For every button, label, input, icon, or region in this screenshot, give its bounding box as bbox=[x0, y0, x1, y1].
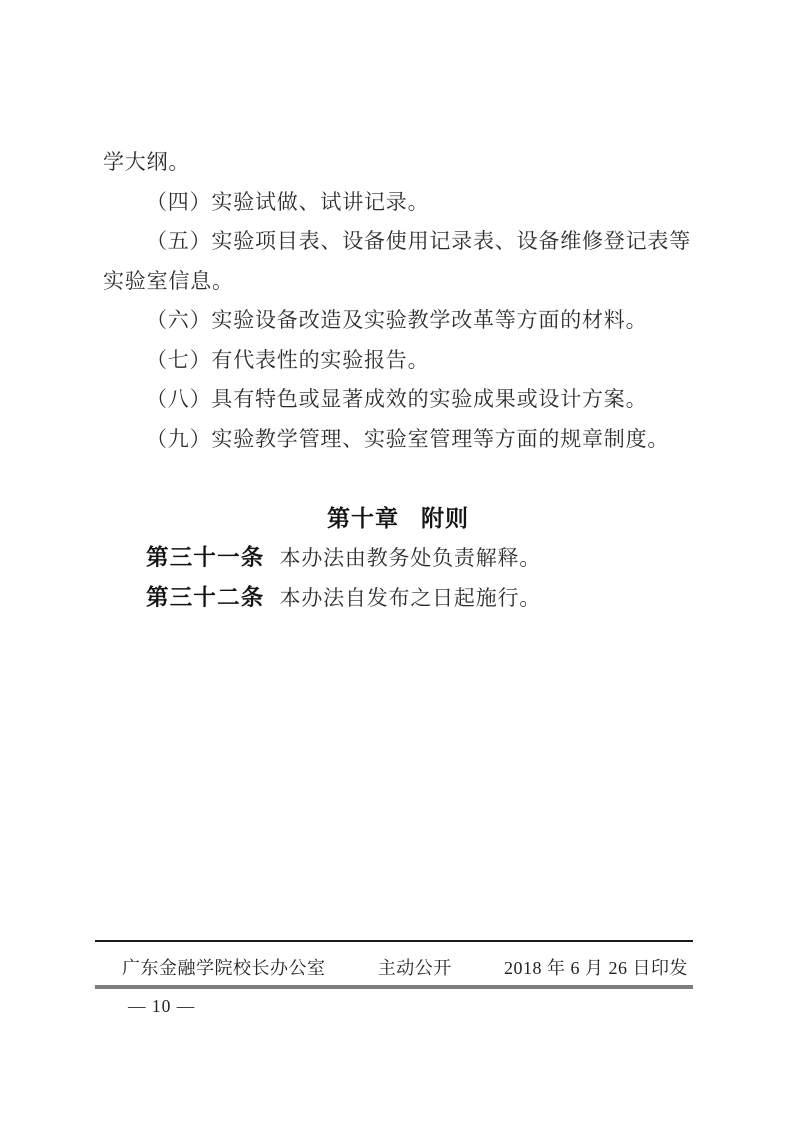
blank-line bbox=[103, 459, 693, 499]
chapter-heading bbox=[103, 499, 693, 539]
article-line bbox=[103, 538, 693, 578]
article-number: 第三十一条 bbox=[146, 545, 265, 570]
body-line: （五）实验项目表、设备使用记录表、设备维修登记表等 bbox=[146, 229, 691, 253]
footer-disclosure: 主动公开 bbox=[377, 957, 452, 978]
footer-issuer: 广东金融学院校长办公室 bbox=[122, 957, 326, 978]
article-line bbox=[103, 578, 693, 618]
body-line: 学大纲。 bbox=[103, 150, 191, 174]
body-line: （六）实验设备改造及实验教学改革等方面的材料。 bbox=[146, 308, 648, 332]
article-text: 本办法由教务处负责解释。 bbox=[279, 546, 542, 570]
footer-bottom-rule bbox=[95, 985, 693, 989]
chapter-title: 附则 bbox=[421, 504, 469, 531]
body-line: （九）实验教学管理、实验室管理等方面的规章制度。 bbox=[146, 426, 670, 451]
article-text: 本办法自发布之日起施行。 bbox=[279, 585, 542, 610]
body-line: （四）实验试做、试讲记录。 bbox=[146, 189, 430, 214]
document-body bbox=[103, 143, 693, 617]
footer-top-rule bbox=[95, 940, 693, 942]
page-number: — 10 — bbox=[128, 996, 196, 1016]
footer-imprint-row bbox=[122, 950, 688, 983]
article-number: 第三十二条 bbox=[146, 584, 265, 610]
body-line: （八）具有特色或显著成效的实验成果或设计方案。 bbox=[146, 387, 648, 411]
body-line: （七）有代表性的实验报告。 bbox=[146, 347, 430, 372]
body-line: 实验室信息。 bbox=[103, 268, 234, 293]
footer-print-date: 2018 年 6 月 26 日印发 bbox=[504, 957, 688, 978]
chapter-number: 第十章 bbox=[327, 504, 399, 531]
